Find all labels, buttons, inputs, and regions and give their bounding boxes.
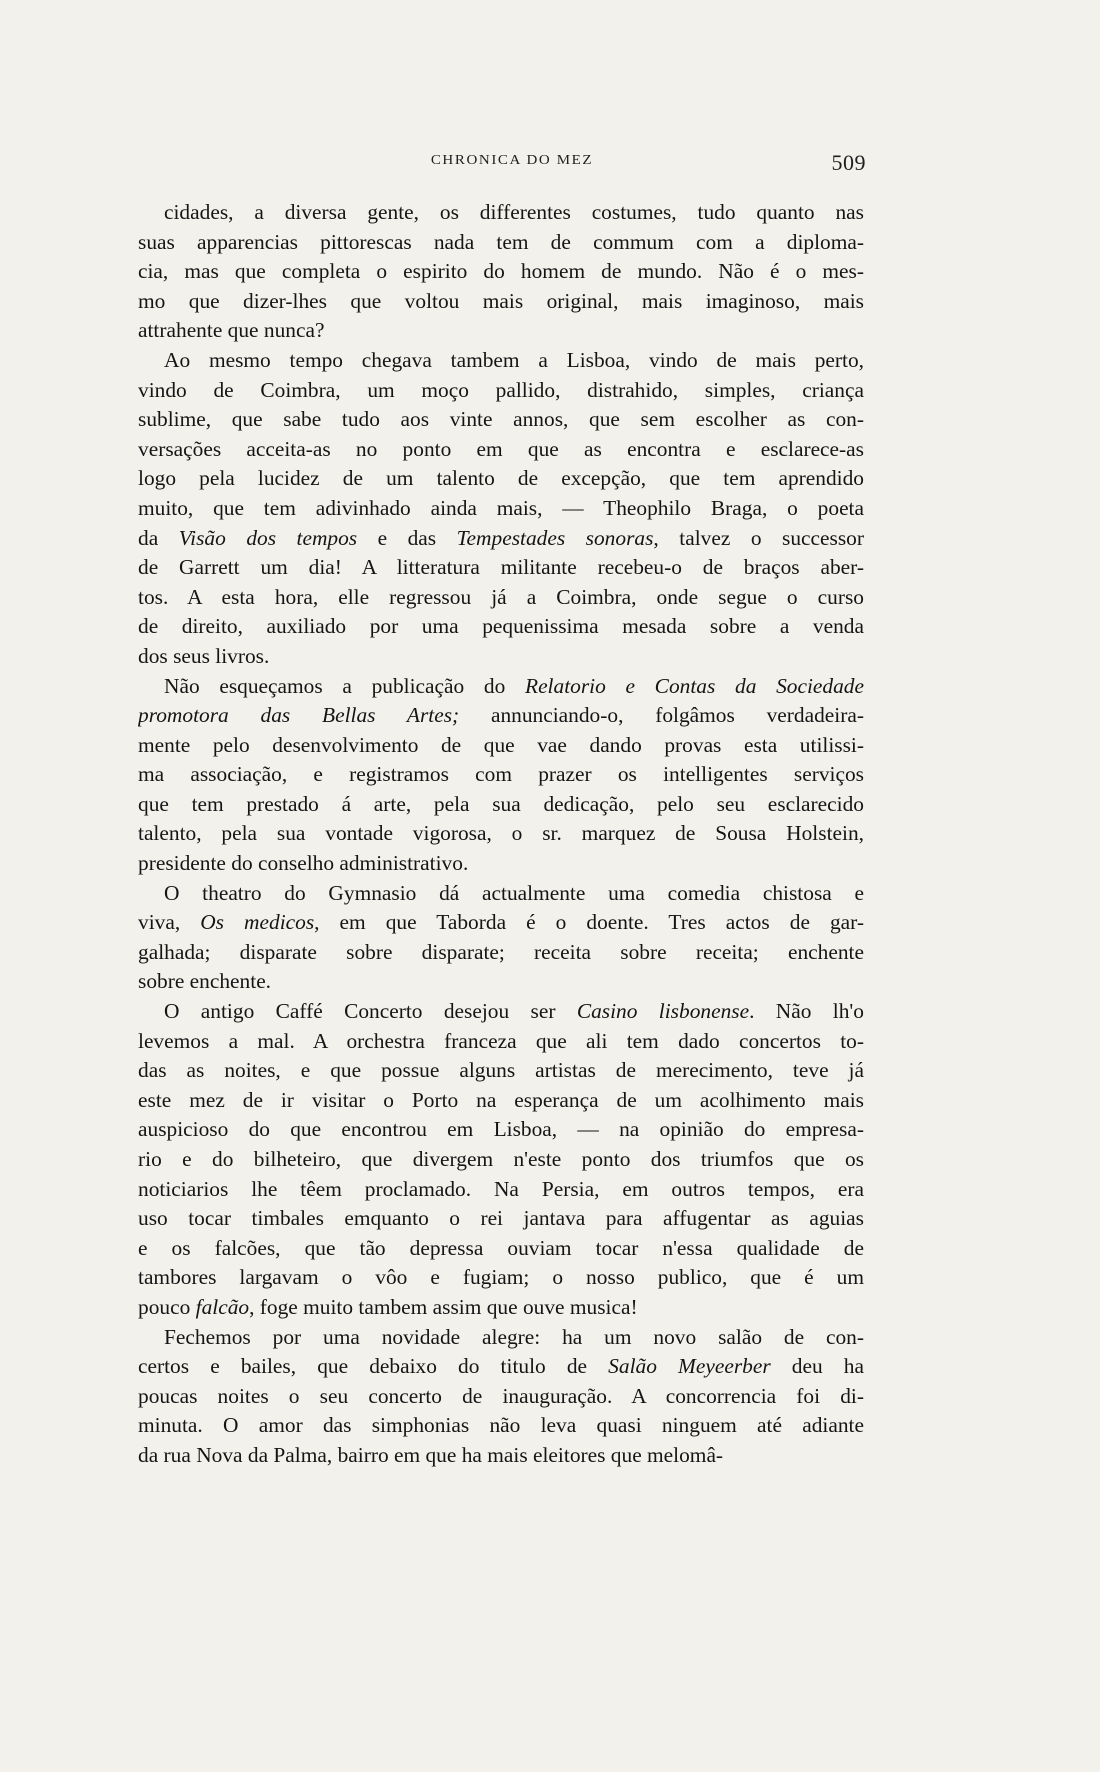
page-number: 509 [831, 150, 866, 175]
text-line: noticiarios lhe têem proclamado. Na Persia, em outros tempos, era [138, 1176, 864, 1201]
text-line: minuta. O amor das simphonias não leva quasi ninguem até adiante [138, 1413, 864, 1438]
text-line: talento, pela sua vontade vigorosa, o sr. marquez de Sousa Holstein, [138, 821, 864, 846]
italic-title: Relatorio e Contas da Sociedade [525, 673, 864, 698]
italic-title: promotora das Bellas Artes; [138, 703, 460, 728]
text-line: auspicioso do que encontrou em Lisboa, — na opinião do empresa- [138, 1117, 864, 1142]
text-line: uso tocar timbales emquanto o rei jantava para affugentar as aguias [138, 1206, 864, 1231]
text-line: tos. A esta hora, elle regressou já a Coimbra, onde segue o curso [138, 584, 864, 609]
text-line: versações acceita-as no ponto em que as encontra e esclarece-as [138, 436, 864, 461]
text-line: O theatro do Gymnasio dá actualmente uma comedia chistosa e [164, 880, 864, 905]
italic-title: Casino lisbonense [576, 999, 750, 1024]
text-line: das as noites, e que possue alguns artistas de merecimento, teve já [138, 1058, 864, 1083]
text-line: viva, Os medicos, em que Taborda é o doente. Tres actos de gar- [138, 910, 864, 935]
text-line: que tem prestado á arte, pela sua dedicação, pelo seu esclarecido [138, 791, 864, 816]
running-head: CHRONICA DO MEZ [430, 152, 594, 168]
italic-title: Salão Meyeerber [608, 1354, 771, 1379]
text-line: de Garrett um dia! A litteratura militante recebeu-o de braços aber- [138, 555, 864, 580]
text-line: cidades, a diversa gente, os differentes costumes, tudo quanto nas [164, 200, 864, 224]
page-header [138, 152, 866, 180]
text-line: este mez de ir visitar o Porto na esperança de um acolhimento mais [138, 1087, 864, 1112]
italic-title: Tempestades sonoras [456, 525, 654, 550]
text-line: da rua Nova da Palma, bairro em que ha mais eleitores que melomâ- [138, 1442, 724, 1467]
text-line: mo que dizer-lhes que voltou mais original, mais imaginoso, mais [138, 288, 864, 313]
text-line: ma associação, e registramos com prazer os intelligentes serviços [138, 762, 864, 787]
text-line: certos e bailes, que debaixo do titulo de Salão Meyeerber deu ha [138, 1354, 864, 1379]
text-line: mente pelo desenvolvimento de que vae dando provas esta utilissi- [138, 732, 864, 757]
text-line: levemos a mal. A orchestra franceza que ali tem dado concertos to- [138, 1028, 864, 1053]
text-line: tambores largavam o vôo e fugiam; o nosso publico, que é um [138, 1265, 864, 1290]
text-line: de direito, auxiliado por uma pequenissima mesada sobre a venda [138, 614, 864, 639]
italic-title: falcão [195, 1294, 250, 1319]
text-line: pouco falcão, foge muito tambem assim que ouve musica! [138, 1294, 638, 1319]
text-line: sublime, que sabe tudo aos vinte annos, que sem escolher as con- [138, 407, 864, 432]
text-line: muito, que tem adivinhado ainda mais, — Theophilo Braga, o poeta [138, 495, 864, 520]
text-line: logo pela lucidez de um talento de excepção, que tem aprendido [138, 466, 864, 491]
text-line: e os falcões, que tão depressa ouviam tocar n'essa qualidade de [138, 1235, 864, 1260]
text-line: presidente do conselho administrativo. [138, 851, 469, 876]
text-line: rio e do bilheteiro, que divergem n'este ponto dos triumfos que os [138, 1147, 864, 1171]
text-line: vindo de Coimbra, um moço pallido, distrahido, simples, criança [138, 377, 864, 402]
text-line: O antigo Caffé Concerto desejou ser Casino lisbonense. Não lh'o [164, 999, 864, 1024]
text-line: da Visão dos tempos e das Tempestades sonoras, talvez o successor [138, 525, 864, 550]
text-line: cia, mas que completa o espirito do homem de mundo. Não é o mes- [138, 259, 864, 284]
text-line: Fechemos por uma novidade alegre: ha um novo salão de con- [164, 1324, 864, 1349]
text-line: attrahente que nunca? [138, 318, 325, 343]
text-line: suas apparencias pittorescas nada tem de commum com a diploma- [138, 229, 864, 254]
text-line: poucas noites o seu concerto de inauguração. A concorrencia foi di- [138, 1383, 864, 1408]
text-line: Não esqueçamos a publicação do Relatorio e Contas da Sociedade [164, 673, 864, 698]
text-line: promotora das Bellas Artes; annunciando-o, folgâmos verdadeira- [138, 703, 864, 728]
italic-title: Os medicos [200, 910, 315, 935]
italic-title: Visão dos tempos [178, 525, 358, 550]
text-line: galhada; disparate sobre disparate; receita sobre receita; enchente [138, 939, 864, 964]
text-line: dos seus livros. [138, 643, 270, 668]
text-line: sobre enchente. [138, 969, 272, 994]
text-line: Ao mesmo tempo chegava tambem a Lisboa, vindo de mais perto, [164, 347, 864, 372]
body-text [138, 198, 864, 1471]
